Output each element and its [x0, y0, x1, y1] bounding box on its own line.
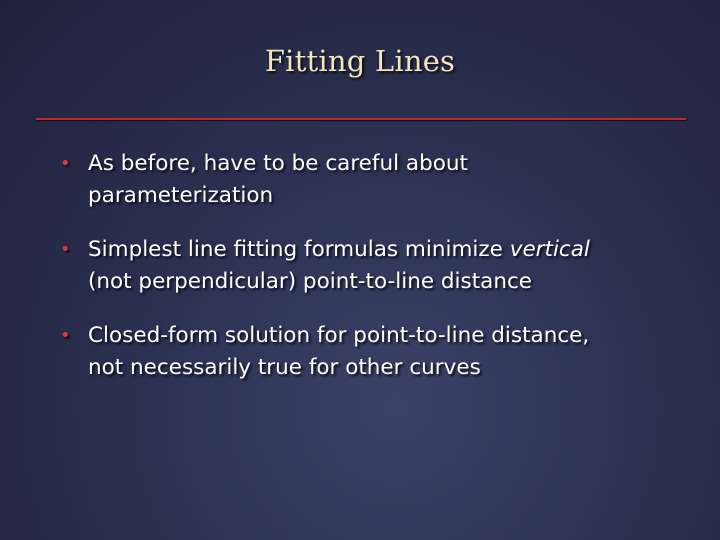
bullet-1-line-1: As before, have to be careful about — [88, 151, 468, 176]
bullet-3-line-2: not necessarily true for other curves — [88, 355, 481, 380]
bullet-2-emphasis: vertical — [509, 237, 590, 262]
bullet-icon: • — [60, 325, 71, 346]
bullet-item-2 — [60, 234, 700, 298]
bullet-2-line-2: (not perpendicular) point-to-line distance — [88, 269, 532, 294]
title-divider — [36, 118, 686, 120]
bullet-icon: • — [60, 153, 71, 174]
bullet-3-line-1: Closed-form solution for point-to-line distance, — [88, 323, 590, 348]
bullet-1-line-2: parameterization — [88, 183, 274, 208]
slide-title: Fitting Lines — [264, 44, 456, 78]
bullet-2-line-1: Simplest line fitting formulas minimize — [88, 237, 510, 262]
bullet-item-3 — [60, 320, 700, 384]
bullet-icon: • — [60, 239, 71, 260]
bullet-item-1 — [60, 148, 700, 212]
bullet-list — [60, 148, 700, 406]
